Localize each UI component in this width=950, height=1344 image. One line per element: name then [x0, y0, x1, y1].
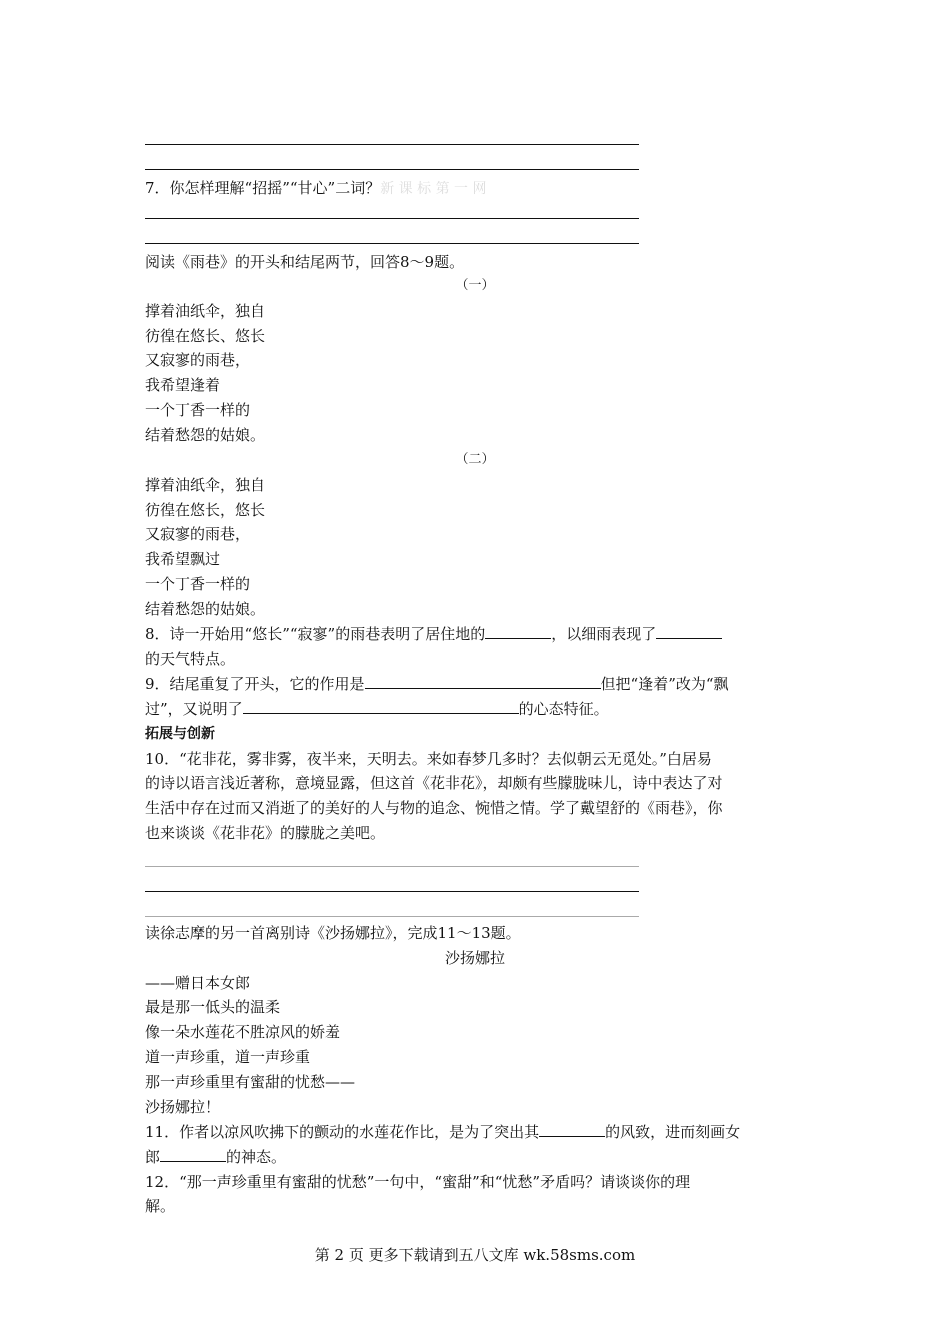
question-9: 9．结尾重复了开头，它的作用是 但把“逢着”改为“飘 [145, 675, 729, 693]
poem-line: 沙扬娜拉！ [145, 1098, 221, 1116]
poem-title: 沙扬娜拉 [444, 949, 505, 967]
answer-line [145, 916, 639, 917]
poem-line: 撑着油纸伞，独自 [145, 476, 266, 494]
poem-line: 彷徨在悠长、悠长 [145, 327, 266, 345]
question-12-line: 解。 [145, 1197, 176, 1215]
question-8: 8．诗一开始用“悠长”“寂寥”的雨巷表明了居住地的 ，以细雨表现了 [145, 624, 722, 644]
poem-line: 最是那一低头的温柔 [145, 998, 281, 1016]
poem-line: 又寂寥的雨巷， [145, 525, 251, 543]
poem-line: ——赠日本女郎 [145, 974, 251, 992]
poem-line: 我希望逢着 [145, 376, 221, 394]
question-10-line: 生活中存在过而又消逝了的美好的人与物的追念、惋惜之情。学了戴望舒的《雨巷》，你 [145, 799, 723, 817]
question-8-cont: 的天气特点。 [145, 650, 236, 668]
question-12-line: 12．“那一声珍重里有蜜甜的忧愁”一句中，“蜜甜”和“忧愁”矛盾吗？请谈谈你的理 [145, 1173, 691, 1191]
poem-line: 一个丁香一样的 [145, 401, 251, 419]
fill-blank[interactable] [160, 1147, 226, 1162]
fill-blank[interactable] [485, 624, 551, 639]
shayangnala-intro: 读徐志摩的另一首离别诗《沙扬娜拉》，完成11～13题。 [145, 924, 521, 942]
yuxiang-intro: 阅读《雨巷》的开头和结尾两节，回答8～9题。 [145, 253, 465, 271]
question-11-cont: 郎 的神态。 [145, 1148, 287, 1166]
question-10-line: 10．“花非花，雾非雾，夜半来，天明去。来如春梦几多时？去似朝云无觅处。”白居易 [145, 750, 712, 768]
part-label-2: （二） [455, 452, 495, 467]
poem-line: 彷徨在悠长，悠长 [145, 501, 266, 519]
poem-line: 结着愁怨的姑娘。 [145, 600, 266, 618]
poem-line: 撑着油纸伞，独自 [145, 302, 266, 320]
poem-line: 一个丁香一样的 [145, 575, 251, 593]
fill-blank[interactable] [656, 624, 722, 639]
answer-line [145, 169, 639, 170]
answer-line [145, 891, 639, 892]
question-7: 7．你怎样理解“招摇”“甘心”二词？新 课 标 第 一 网 [145, 179, 487, 197]
page-footer: 第 2 页 更多下载请到五八文库 wk.58sms.com [314, 1246, 636, 1264]
poem-line: 我希望飘过 [145, 550, 221, 568]
poem-line: 像一朵水莲花不胜凉风的娇羞 [145, 1023, 341, 1041]
poem-line: 道一声珍重，道一声珍重 [145, 1048, 311, 1066]
part-label-1: （一） [455, 278, 495, 293]
answer-line [145, 144, 639, 145]
poem-line: 那一声珍重里有蜜甜的忧愁—— [145, 1073, 356, 1091]
answer-line [145, 218, 639, 219]
poem-line: 结着愁怨的姑娘。 [145, 426, 266, 444]
section-title: 拓展与创新 [145, 726, 215, 742]
question-10-line: 也来谈谈《花非花》的朦胧之美吧。 [145, 824, 386, 842]
answer-line [145, 866, 639, 867]
fill-blank[interactable] [539, 1122, 605, 1137]
fill-blank[interactable] [365, 674, 601, 689]
question-11: 11．作者以凉风吹拂下的颤动的水莲花作比，是为了突出其 的风致，进而刻画女 [145, 1123, 741, 1141]
watermark: 新 课 标 第 一 网 [380, 181, 487, 197]
answer-line [145, 243, 639, 244]
question-10-line: 的诗以语言浅近著称，意境显露，但这首《花非花》，却颇有些朦胧味儿，诗中表达了对 [145, 774, 723, 792]
question-9-cont: 过”，又说明了 的心态特征。 [145, 700, 609, 718]
fill-blank[interactable] [243, 699, 519, 714]
poem-line: 又寂寥的雨巷， [145, 351, 251, 369]
